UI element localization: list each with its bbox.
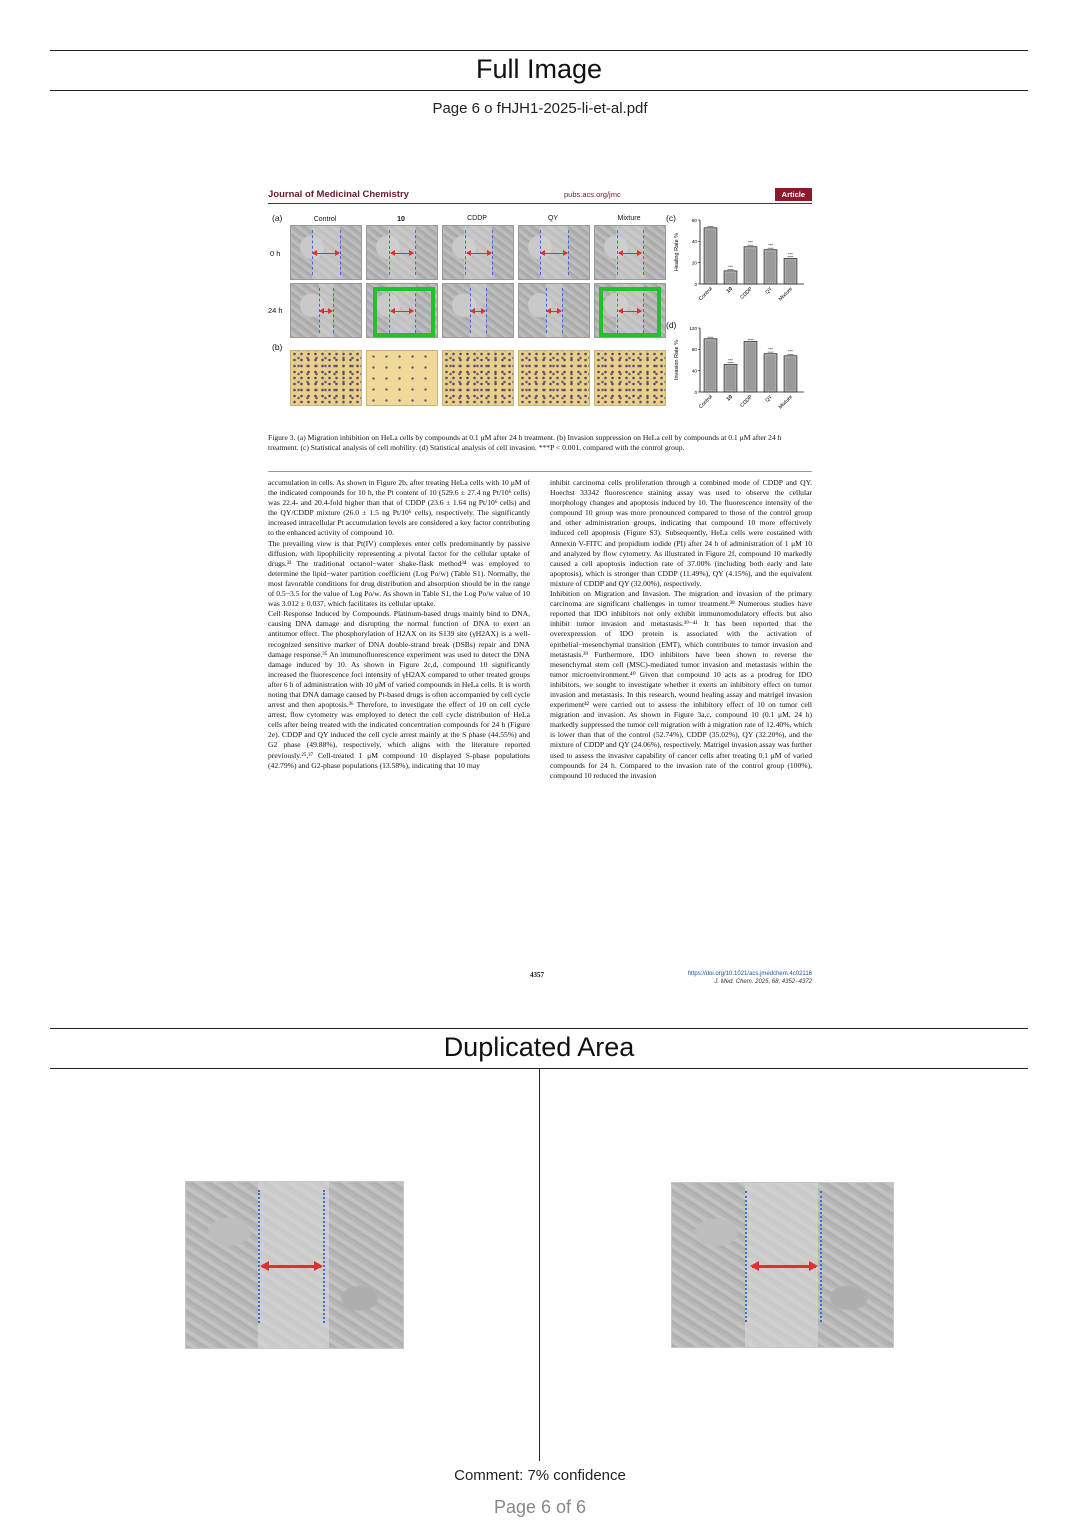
- journal-header-rule: [268, 203, 812, 204]
- chart-c-sig-2: ***: [748, 239, 753, 245]
- panel-label-d: (d): [666, 320, 677, 330]
- section-title-duplicated-area: Duplicated Area: [443, 1032, 635, 1062]
- chart-d-sig-1: ***: [728, 357, 733, 363]
- chart-c-xtick-label-3: QY: [764, 286, 774, 296]
- paper-page-number: 4357: [530, 971, 544, 979]
- top-rule: [50, 50, 1028, 51]
- duplicate-highlight-box-mixture-24h: [599, 287, 661, 337]
- column-label-cddp: CDDP: [467, 215, 487, 222]
- body-text-right-column: inhibit carcinoma cells proliferation through a combined mode of CDDP and QY. Hoechst 33342 fluorescence staining assay was used to observe the cellular morphology changes and apoptosis induced by 10. The fluorescence intensity of the compound 10 group was more pronounced compared to those of the control group and other administration groups, indicating that compound 10 more effectively induced cell apoptosis (Figure S3). Subsequently, HeLa cells were costained with Annexin V-FITC and propidium iodide (PI) after 24 h of administration of 1 μM 10 and analyzed by flow cytometry. As illustrated in Figure 2f, compound 10 markedly caused a cell apoptosis induction rate of 37.00% (including both early and late apoptosis), which is stronger than CDDP (11.49%), QY (4.15%), and the equivalent mixture of CDDP and QY (32.00%), respectively. Inhibition on Migration and Invasion. The migration and invasion of the primary carcinoma are significant challenges in tumor treatment.³⁸ Numerous studies have reported that IDO inhibitors not only exhibit immunomodulatory effects but also inhibit tumor invasion and metastasis.³⁹⁻⁴¹ It has been reported that the overexpression of IDO protein is associated with the activation of epithelial−mesenchymal transition (EMT), which contributes to tumor invasion and metastasis.³⁹ Furthermore, IDO inhibitors have been shown to reverse the mesenchymal stem cell (MSC)-mediated tumor invasion and metastasis within the tumor microenvironment.⁴⁰ Given that compound 10 acts as a prodrug for IDO inhibitors, we sought to investigate whether it exerts an inhibitory effect on tumor invasion and metastasis. In this research, wound healing assay and matrigel invasion experiment⁴² were carried out to assess the inhibitory effect of 10 on tumor cell migration and invasion. As shown in Figure 3a,c, compound 10 (0.1 μM, 24 h) markedly suppressed the tumor cell migration with a migration rate of 12.40%, which is lower than that of the control (52.74%), CDDP (35.02%), QY (32.20%), and the mixture of CDDP and QY (24.06%), respectively. Matrigel invasion assay was further used to assess the invasive capability of cancer cells after treating 0.1 μM of varied compounds for 24 h. Compared to the invasion rate of the control group (100%), compound 10 reduced the invasion: [550, 478, 812, 780]
- panel-label-b: (b): [272, 342, 283, 352]
- dup-center-divider: [539, 1069, 540, 1461]
- chart-d-xtick-label-2: CDDP: [739, 394, 754, 409]
- column-label-10: 10: [397, 216, 405, 223]
- chart-c-bar-4: [784, 258, 797, 284]
- chart-d-bar-4: [784, 356, 797, 392]
- column-label-mixture: Mixture: [617, 215, 641, 222]
- wound-image-qy-24h: [518, 283, 590, 338]
- duplicate-highlight-box-10-24h: [373, 287, 435, 337]
- chart-d-bar-0: [704, 339, 717, 392]
- article-tag: Article: [775, 188, 812, 201]
- chart-d-ytick-label-2: 80: [691, 347, 697, 353]
- invasion-image-cddp: [442, 350, 514, 406]
- chart-d-ytick-label-1: 40: [691, 368, 697, 374]
- invasion-image-control: [290, 350, 362, 406]
- chart-d-xtick-label-3: QY: [764, 394, 774, 404]
- chart-c-bar-2: [744, 247, 757, 284]
- panel-label-c: (c): [666, 213, 676, 223]
- chart-c-ytick-label-1: 20: [691, 260, 697, 266]
- journal-citation: J. Med. Chem. 2025, 68, 4352−4372: [714, 978, 812, 985]
- chart-d-ytick-label-0: 0: [694, 389, 697, 395]
- body-text-left-column: accumulation in cells. As shown in Figure 2b, after treating HeLa cells with 10 μM of the indicated compounds for 10 h, the Pt content of 10 (529.6 ± 27.4 ng Pt/10⁶ cells) was 22.4- and 20.4-fold higher than that of CDDP (23.6 ± 1.64 ng Pt/10⁶ cells) and the QY/CDDP mixture (26.0 ± 1.5 ng Pt/10⁶ cells), respectively. The significantly increased intracellular Pt accumulation levels are considered a key factor contributing to the enhanced activity of compound 10. The prevailing view is that Pt(IV) complexes enter cells predominantly by passive diffusion, with lipophilicity representing a pivotal factor for the cellular uptake of drugs.³³ The traditional octanol−water shake-flask method³⁴ was employed to determine the lipid−water partition coefficient (Log Po/w) (Table S1). Normally, the most favorable conditions for drug distribution and absorption should be in the range of 0.5−3.5 for the value of Log Po/w. As shown in Table S1, the Log Po/w value of 10 was 3.012 ± 0.037, which facilitates its cellular uptake. Cell Response Induced by Compounds. Platinum-based drugs mainly bind to DNA, causing DNA damage and disrupting the normal function of DNA to exert an antitumor effect. The phosphorylation of H2AX on its S139 site (γH2AX) is a well-recognized sensitive marker of DNA double-strand break (DSBs) repair and DNA damage response.³⁵ An immunofluorescence experiment was used to detect the DNA damage induced by 10. As shown in Figure 2c,d, compound 10 significantly increased the fluorescence foci intensity of γH2AX compared to other treated groups after 6 h of administration with 10 μM of varied compounds in HeLa cells. It is worth noting that DNA damage caused by Pt-based drugs is often accompanied by cell cycle arrest and then apoptosis.³⁶ Therefore, to investigate the effect of 10 on cell cycle arrest, flow cytometry was employed to detect the cell cycle distribution of HeLa cells after being treated with the indicated concentration compounds for 24 h (Figure 2e). CDDP and QY induced the cell cycle arrest mainly at the S phase (44.55%) and G2 phase (49.88%), respectively, which aligns with the literature reported previously.²⁵,³⁷ Cell-treated 1 μM compound 10 displayed S-phase populations (42.79%) and G2-phase populations (13.58%), indicating that 10 may: [268, 478, 530, 770]
- journal-name: Journal of Medicinal Chemistry: [268, 189, 409, 200]
- chart-c-bar-3: [764, 250, 777, 284]
- figure-caption: Figure 3. (a) Migration inhibition on HeLa cells by compounds at 0.1 μM after 24 h treatment. (b) Invasion suppression on HeLa cell by compounds at 0.1 μM after 24 h treatment. (c) Statistical analysis of cell mobility. (d) Statistical analysis of cell invasion. ***P < 0.001, compared with the control group.: [268, 433, 782, 453]
- paper-page: [262, 182, 818, 990]
- invasion-image-qy: [518, 350, 590, 406]
- chart-d-sig-4: ***: [788, 348, 793, 354]
- chart-c-xtick-label-2: CDDP: [739, 286, 754, 301]
- section-title-full-image: Full Image: [475, 54, 603, 84]
- wound-image-control-24h: [290, 283, 362, 338]
- document-subtitle: Page 6 o fHJH1-2025-li-et-al.pdf: [432, 100, 648, 117]
- chart-d-bar-3: [764, 354, 777, 392]
- chart-c-bar-1: [724, 271, 737, 284]
- chart-d-ylabel: Invasion Rate %: [674, 339, 680, 381]
- doi-block: [688, 971, 812, 987]
- caption-rule: [268, 471, 812, 472]
- dup-top-rule: [50, 1028, 1028, 1029]
- column-label-control: Control: [313, 216, 337, 223]
- chart-d-bar-2: [744, 341, 757, 392]
- chart-c-ytick-label-2: 40: [691, 239, 697, 245]
- chart-c-sig-3: ***: [768, 242, 773, 248]
- wound-image-cddp-24h: [442, 283, 514, 338]
- chart-c-ylabel: Healing Rate %: [674, 232, 680, 272]
- chart-c-ytick-label-0: 0: [694, 281, 697, 287]
- duplicated-crop-right: [671, 1182, 894, 1348]
- journal-header: [268, 188, 812, 204]
- doi-link[interactable]: https://doi.org/10.1021/acs.jmedchem.4c02116: [687, 971, 812, 977]
- page-footer: Page 6 of 6: [493, 1497, 587, 1517]
- journal-url: pubs.acs.org/jmc: [564, 190, 621, 199]
- wound-image-qy-0h: [518, 225, 590, 280]
- wound-image-cddp-0h: [442, 225, 514, 280]
- confidence-comment: Comment: 7% confidence: [454, 1467, 626, 1484]
- chart-c-bar-0: [704, 228, 717, 284]
- chart-c-xtick-label-0: Control: [697, 286, 714, 303]
- invasion-rate-chart: [670, 320, 810, 432]
- panel-label-a: (a): [272, 213, 283, 223]
- chart-d-xtick-label-1: 10: [725, 394, 734, 403]
- healing-rate-chart: [670, 212, 810, 322]
- chart-c-ytick-label-3: 60: [691, 217, 697, 223]
- chart-c-xtick-label-1: 10: [725, 286, 734, 295]
- chart-c-sig-4: ***: [788, 251, 793, 257]
- chart-d-xtick-label-4: Mixture: [777, 394, 794, 411]
- chart-c-sig-1: ***: [728, 263, 733, 269]
- wound-image-mixture-0h: [594, 225, 666, 280]
- duplicated-crop-left: [185, 1181, 404, 1349]
- column-label-qy: QY: [547, 215, 559, 222]
- row-label-0h: 0 h: [270, 249, 281, 258]
- row-label-24h: 24 h: [268, 306, 283, 315]
- chart-d-xtick-label-0: Control: [697, 394, 714, 411]
- chart-d-bar-1: [724, 364, 737, 392]
- invasion-image-10: [366, 350, 438, 406]
- wound-image-10-0h: [366, 225, 438, 280]
- chart-d-sig-3: ***: [768, 346, 773, 352]
- title-rule: [50, 90, 1028, 91]
- wound-image-control-0h: [290, 225, 362, 280]
- invasion-image-mixture: [594, 350, 666, 406]
- chart-c-xtick-label-4: Mixture: [777, 286, 794, 303]
- chart-d-ytick-label-3: 120: [689, 325, 697, 331]
